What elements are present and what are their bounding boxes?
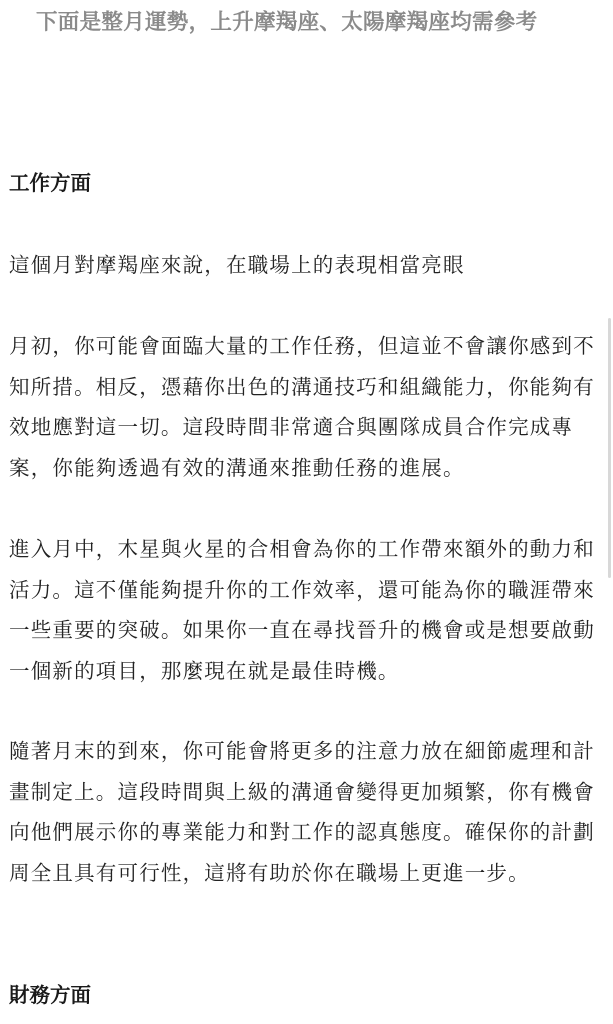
work-paragraph-early-month: 月初，你可能會面臨大量的工作任務，但這並不會讓你感到不知所措。相反，憑藉你出色的溝通技巧和組織能力，你能夠有效地應對這一切。這段時間非常適合與團隊成員合作完成專案，你能夠透過有效的溝通來推動任務的進展。: [9, 334, 595, 480]
scrollbar[interactable]: [608, 318, 611, 578]
work-paragraph-end-month: 隨著月末的到來，你可能會將更多的注意力放在細節處理和計畫制定上。這段時間與上級的溝通會變得更加頻繁，你有機會向他們展示你的專業能力和對工作的認真態度。確保你的計劃周全且具有可行性，這將有助於你在職場上更進一步。: [9, 739, 595, 885]
work-section-heading: 工作方面: [9, 171, 91, 195]
work-section-intro: 這個月對摩羯座來說，在職場上的表現相當亮眼: [9, 253, 465, 277]
work-paragraph-mid-month: 進入月中，木星與火星的合相會為你的工作帶來額外的動力和活力。這不僅能夠提升你的工作效率，還可能為你的職涯帶來一些重要的突破。如果你一直在尋找晉升的機會或是想要啟動一個新的項目，那麼現在就是最佳時機。: [9, 537, 595, 683]
finance-section-heading: 財務方面: [9, 983, 91, 1007]
reference-notice: 下面是整月運勢，上升摩羯座、太陽摩羯座均需參考: [36, 10, 538, 35]
